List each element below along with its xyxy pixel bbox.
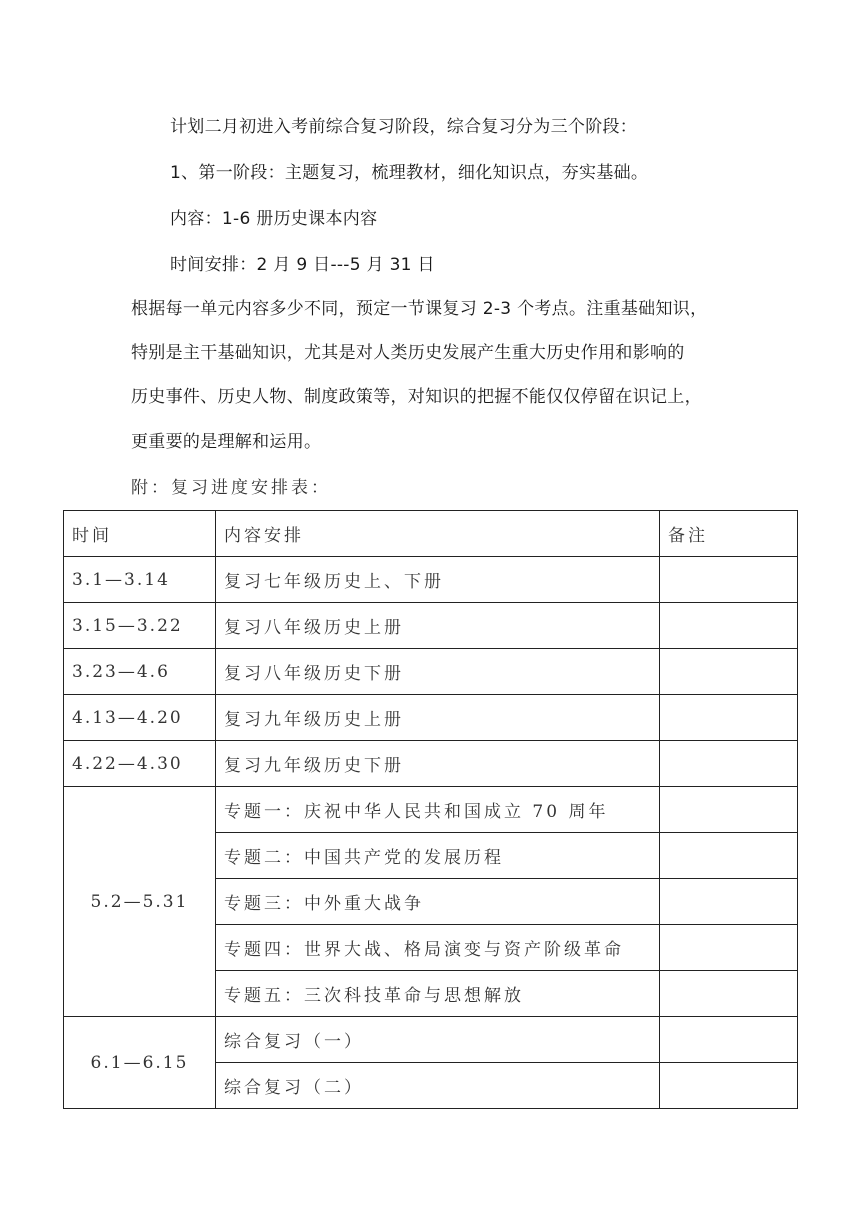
table-row [64, 741, 798, 787]
row-content: 复习九年级历史下册 [216, 741, 660, 787]
topic-item: 专题四：世界大战、格局演变与资产阶级革命 [216, 925, 660, 971]
table-row [64, 695, 798, 741]
table-caption: 附：复习进度安排表： [131, 478, 331, 498]
row-note [660, 557, 798, 603]
body-line: 特别是主干基础知识，尤其是对人类历史发展产生重大历史作用和影响的 [131, 343, 685, 363]
row-note [660, 695, 798, 741]
header-time: 时间 [64, 511, 216, 557]
row-note [660, 787, 798, 833]
review-item: 综合复习（一） [216, 1017, 660, 1063]
row-note [660, 741, 798, 787]
row-content: 复习八年级历史下册 [216, 649, 660, 695]
topic-item: 专题一：庆祝中华人民共和国成立 70 周年 [216, 787, 660, 833]
row-note [660, 971, 798, 1017]
row-time: 3.1—3.14 [64, 557, 216, 603]
topic-item: 专题二：中国共产党的发展历程 [216, 833, 660, 879]
stage-one-paragraph: 1、第一阶段：主题复习，梳理教材，细化知识点，夯实基础。 [170, 163, 649, 183]
row-content: 复习八年级历史上册 [216, 603, 660, 649]
topic-item: 专题五：三次科技革命与思想解放 [216, 971, 660, 1017]
group-time-may: 5.2—5.31 [64, 787, 216, 1017]
table-row [64, 649, 798, 695]
review-item: 综合复习（二） [216, 1063, 660, 1109]
row-note [660, 1017, 798, 1063]
row-note [660, 879, 798, 925]
body-line: 根据每一单元内容多少不同，预定一节课复习 2-3 个考点。注重基础知识， [131, 299, 708, 319]
group-time-june: 6.1—6.15 [64, 1017, 216, 1109]
review-schedule-table [63, 510, 798, 1109]
schedule-paragraph: 时间安排：2 月 9 日---5 月 31 日 [170, 255, 435, 275]
topic-item: 专题三：中外重大战争 [216, 879, 660, 925]
intro-paragraph: 计划二月初进入考前综合复习阶段，综合复习分为三个阶段： [170, 117, 638, 137]
row-time: 4.13—4.20 [64, 695, 216, 741]
header-content: 内容安排 [216, 511, 660, 557]
table-row [64, 787, 798, 833]
header-note: 备注 [660, 511, 798, 557]
row-time: 3.23—4.6 [64, 649, 216, 695]
row-time: 3.15—3.22 [64, 603, 216, 649]
row-content: 复习九年级历史上册 [216, 695, 660, 741]
row-note [660, 1063, 798, 1109]
row-note [660, 833, 798, 879]
body-line: 历史事件、历史人物、制度政策等，对知识的把握不能仅仅停留在识记上， [131, 387, 702, 407]
row-note [660, 603, 798, 649]
row-time: 4.22—4.30 [64, 741, 216, 787]
table-row [64, 557, 798, 603]
row-content: 复习七年级历史上、下册 [216, 557, 660, 603]
row-note [660, 925, 798, 971]
body-line: 更重要的是理解和运用。 [131, 432, 322, 452]
row-note [660, 649, 798, 695]
table-row [64, 603, 798, 649]
table-row [64, 1017, 798, 1063]
table-header-row [64, 511, 798, 557]
content-paragraph: 内容：1-6 册历史课本内容 [170, 209, 378, 229]
